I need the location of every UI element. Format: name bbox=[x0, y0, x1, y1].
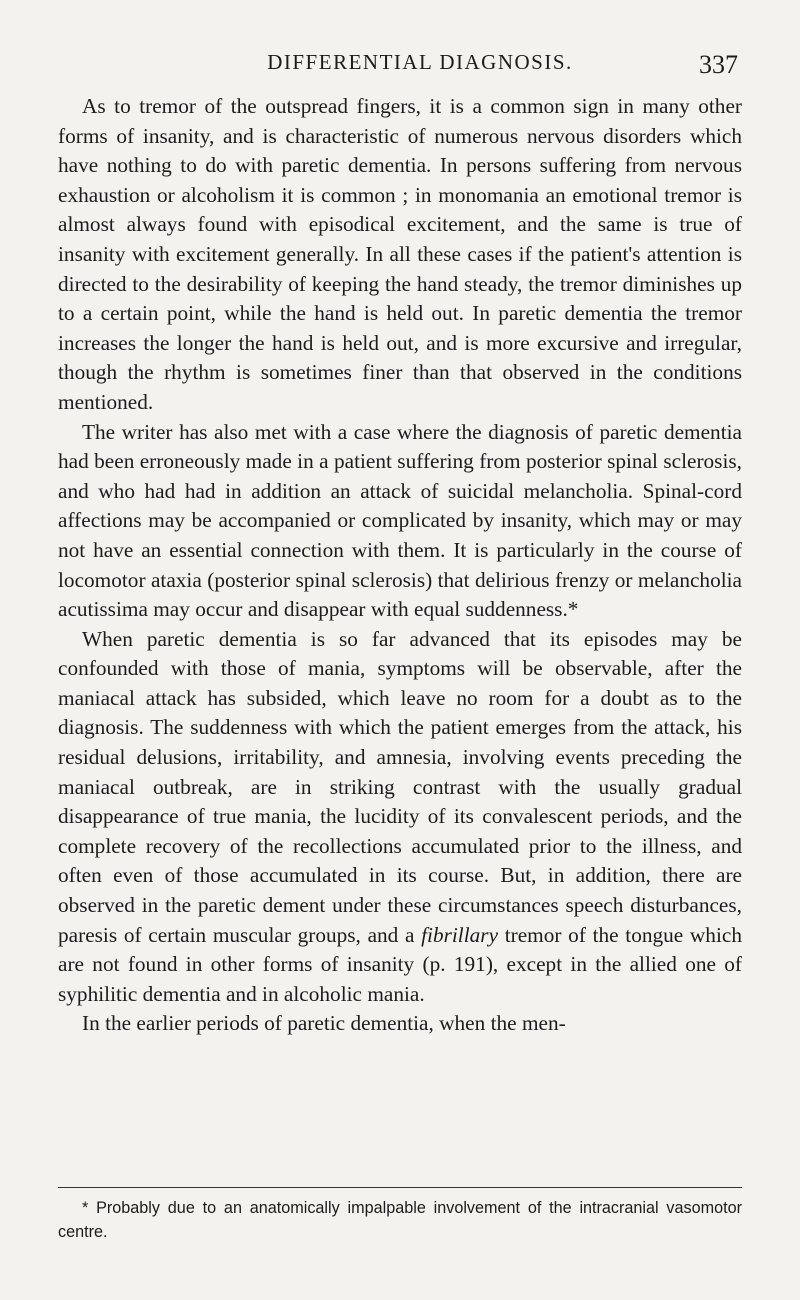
paragraph-mania bbox=[58, 625, 742, 1010]
paragraph-spinal-sclerosis: The writer has also met with a case where the diagnosis of paretic dementia had been erroneously made in a patient suffering from posterior spinal sclerosis, and who had had in addition an attack of suicidal melancholia. Spinal-cord affections may be accompanied or complicated by insanity, which may or may not have an essential connection with them. It is particularly in the course of locomotor ataxia (posterior spinal sclerosis) that delirious frenzy or melancholia acutissima may occur and disappear with equal suddenness.* bbox=[58, 419, 742, 622]
footnote-divider bbox=[58, 1187, 742, 1188]
paragraph-earlier-periods: In the earlier periods of paretic dementia, when the men- bbox=[82, 1011, 566, 1036]
paragraph-mania-text-end: tremor of the tongue which are not found in other forms of insanity (p. 191), except in the allied one of syphilitic dementia and in alcoholic mania. bbox=[58, 922, 742, 1006]
body-text bbox=[58, 92, 742, 1039]
footnote: * Probably due to an anatomically impalpable involvement of the intracranial vasomotor centre. bbox=[58, 1199, 742, 1241]
page-number: 337 bbox=[699, 50, 738, 79]
emphasis-fibrillary: fibrillary bbox=[421, 922, 499, 947]
running-title: DIFFERENTIAL DIAGNOSIS. bbox=[267, 50, 573, 74]
paragraph-tremor: As to tremor of the outspread fingers, it is a common sign in many other forms of insanity, and is characteristic of numerous nervous disorders which have nothing to do with paretic dementia. In persons suffering from nervous exhaustion or alcoholism it is common ; in monomania an emotional tremor is almost always found with episodical excitement, and the same is true of insanity with excitement generally. In all these cases if the patient's attention is directed to the desirability of keeping the hand steady, the tremor diminishes up to a certain point, while the hand is held out. In paretic dementia the tremor increases the longer the hand is held out, and is more excursive and irregular, though the rhythm is sometimes finer than that observed in the conditions mentioned. bbox=[58, 94, 742, 414]
paragraph-mania-text-start: When paretic dementia is so far advanced that its episodes may be confounded with those of mania, symptoms will be observable, after the maniacal attack has subsided, which leave no room for a doubt as to the diagnosis. The suddenness with which the patient emerges from the attack, his residual delusions, irritability, and amnesia, involving events preceding the maniacal outbreak, are in striking contrast with the usually gradual disappearance of true mania, the lucidity of its convalescent periods, and the complete recovery of the recollections accumulated prior to the illness, and often even of those accumulated in its course. But, in addition, there are observed in the paretic dement under these circumstances speech disturbances, paresis of certain muscular groups, and a bbox=[58, 626, 742, 947]
